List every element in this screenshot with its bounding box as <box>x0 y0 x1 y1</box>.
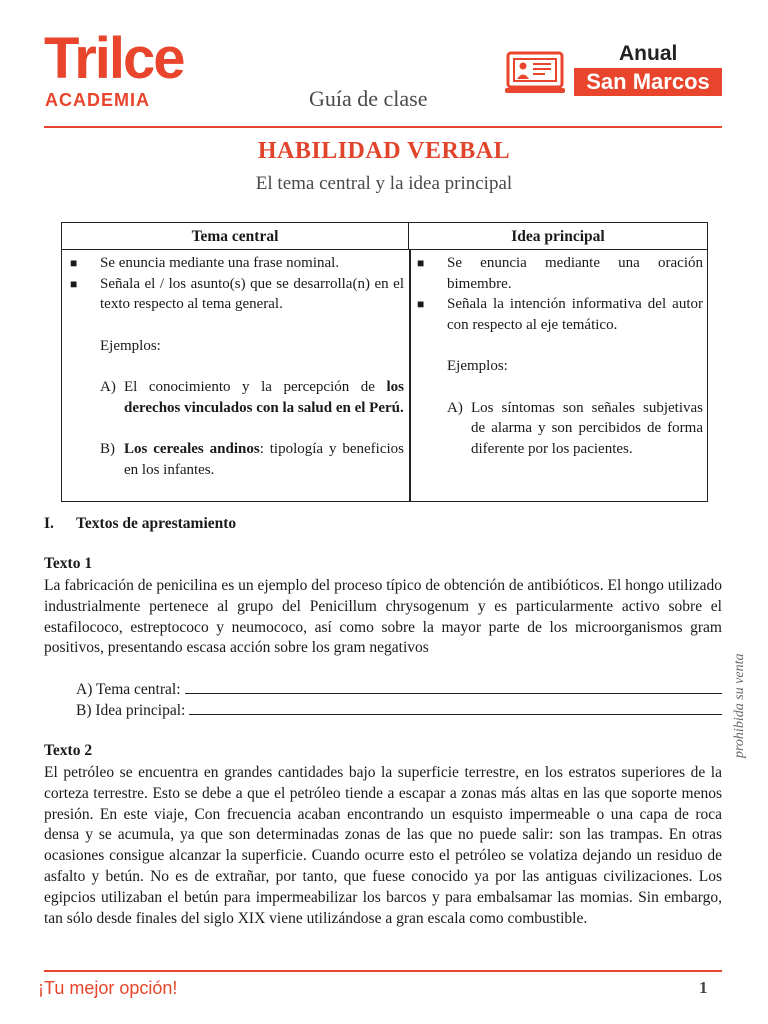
guide-title: Guía de clase <box>309 86 428 111</box>
list-item: ■ Señala el / los asunto(s) que se desarrolla(n) en el texto respecto al tema general. <box>70 275 404 312</box>
answer-blank[interactable] <box>185 680 723 694</box>
square-bullet-icon: ■ <box>70 256 78 270</box>
texto2-body: El petróleo se encuentra en grandes cantidades bajo la superficie terrestre, en los estratos superiores de la corteza terrestre. Esto se debe a que el petróleo tiende a escapar a zonas más altas en las que soporte menos presión. En este viaje, Con frecuencia acaban encontrando un esquisto impermeable o una capa de roca densa y se acumula, ya que son determinadas zonas de las que no puede salir: son las trampas. En otras ocasiones consigue alcanzar la superficie. Cuando ocurre esto el petróleo se volatiza dejando un residuo de asfalto y betún. No es de extrañar, por tanto, que fuese conocido ya por las antiguas civilizaciones. Los egipcios utilizaban el betún para impermeabilizar los barcos y para embalsamar las momias. Sin embargo, tan sólo desde finales del siglo XIX viene utilizándose a gran escala como combustible. <box>44 764 722 927</box>
table-column-tema <box>70 253 404 480</box>
footer-slogan: ¡Tu mejor opción! <box>38 978 178 998</box>
academy-logo <box>44 26 214 112</box>
list-item: ■ Señala la intención informativa del autor con respecto al eje temático. <box>417 296 703 333</box>
table-header-tema: Tema central <box>62 223 409 250</box>
header-rule <box>44 126 722 128</box>
side-watermark: prohibida su venta <box>732 653 747 758</box>
badge-year: Anual <box>619 42 678 65</box>
section-heading: I. Textos de aprestamiento <box>44 515 237 532</box>
list-item: ■ Se enuncia mediante una oración bimembre. <box>417 255 703 292</box>
comparison-table <box>61 222 708 502</box>
square-bullet-icon: ■ <box>417 256 425 270</box>
answer-blank[interactable] <box>189 701 722 715</box>
texto1-title: Texto 1 <box>44 555 93 572</box>
logo-subtitle: ACADEMIA <box>45 90 150 110</box>
example-item: A) El conocimiento y la percepción de los derechos vinculados con la salud en el Perú. <box>100 379 405 416</box>
page-subtitle: El tema central y la idea principal <box>255 173 513 194</box>
logo-wordmark: Trilce <box>44 26 184 91</box>
square-bullet-icon: ■ <box>70 276 78 291</box>
texto2-title: Texto 2 <box>44 742 93 759</box>
examples-label: Ejemplos: <box>100 337 161 354</box>
answer-idea-principal: B) Idea principal: <box>76 701 722 720</box>
table-header-idea: Idea principal <box>409 223 707 250</box>
table-column-idea <box>417 253 703 459</box>
page-title: HABILIDAD VERBAL <box>257 138 511 164</box>
texto1-body: La fabricación de penicilina es un ejemplo del proceso típico de obtención de antibióticos. El hongo utilizado industrialmente pertenece al grupo del Penicillum chrysogenum y es particularmente activo sobre el estafilococo, estreptococo y neumococo, así como sobre la mayor parte de los microorganismos gram positivos, presentando escasa acción sobre los gram negativos <box>44 577 722 657</box>
footer-rule <box>44 970 722 972</box>
example-item: B) Los cereales andinos: tipología y beneficios en los infantes. <box>100 441 404 478</box>
answer-tema-central: A) Tema central: <box>76 680 722 699</box>
page-number: 1 <box>699 978 708 997</box>
square-bullet-icon: ■ <box>417 297 425 311</box>
table-divider <box>409 250 411 501</box>
list-item: ■ Se enuncia mediante una frase nominal. <box>70 253 404 274</box>
example-item: A) Los síntomas son señales subjetivas de alarma y son percibidos de forma diferente por los pacientes. <box>447 399 703 457</box>
examples-label: Ejemplos: <box>447 358 508 374</box>
badge-program: San Marcos <box>574 68 722 96</box>
laptop-teacher-icon <box>505 50 565 96</box>
